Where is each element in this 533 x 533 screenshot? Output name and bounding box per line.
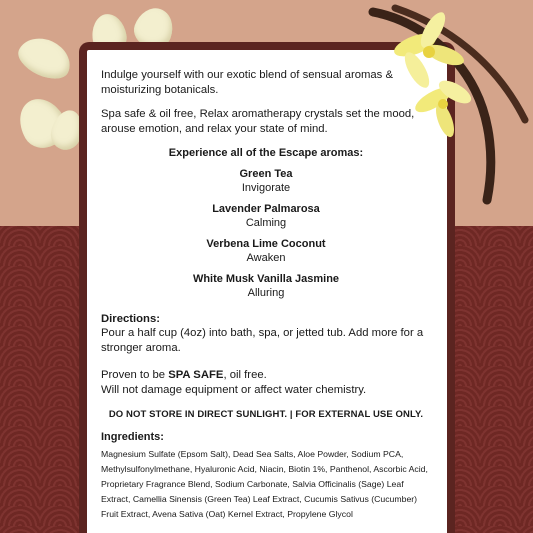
proven-line-2: Will not damage equipment or affect water chemistry. <box>101 384 367 396</box>
directions-text: Pour a half cup (4oz) into bath, spa, or jetted tub. Add more for a stronger aroma. <box>101 327 424 354</box>
aroma-name: White Musk Vanilla Jasmine <box>192 273 340 285</box>
aroma-effect: Awaken <box>246 252 286 264</box>
aromas-heading: Experience all of the Escape aromas: <box>168 147 364 159</box>
proven-prefix: Proven to be <box>101 369 169 381</box>
aroma-name: Lavender Palmarosa <box>212 203 320 215</box>
aroma-name: Verbena Lime Coconut <box>206 238 326 250</box>
intro-paragraph: Indulge yourself with our exotic blend of sensual aromas & moisturizing botanicals. <box>101 69 393 96</box>
directions-heading: Directions: <box>101 313 161 325</box>
aroma-effect: Invigorate <box>241 182 291 194</box>
ingredients-heading: Ingredients: <box>101 431 164 443</box>
aroma-effect: Alluring <box>247 287 285 299</box>
spa-safe-bold: SPA SAFE <box>168 369 224 381</box>
aroma-effect: Calming <box>245 217 287 229</box>
ingredients-list: Magnesium Sulfate (Epsom Salt), Dead Sea Salts, Aloe Powder, Sodium PCA, Methylsulfonylmethane, Hyaluronic Acid, Niacin, Biotin 1%, Panthenol, Ascorbic Acid, Proprietary Fragrance Blend, Sodium Carbonate, Salvia Officinalis (Sage) Leaf Extract, Camellia Sinensis (Green Tea) Leaf Extract, Cucumis Sativus (Cucumber) Fruit Extract, Avena Sativa (Oat) Kernel Extract, Propylene Glycol <box>101 449 428 519</box>
aroma-item <box>101 272 431 300</box>
vanilla-orchid-decoration <box>355 0 533 210</box>
aroma-name: Green Tea <box>239 168 293 180</box>
aroma-item <box>101 237 431 265</box>
intro-paragraph-2: Spa safe & oil free, Relax aromatherapy crystals set the mood, arouse emotion, and relax your state of mind. <box>101 108 415 135</box>
warning-text: DO NOT STORE IN DIRECT SUNLIGHT. | FOR EXTERNAL USE ONLY. <box>108 409 424 420</box>
proven-suffix: , oil free. <box>223 369 267 381</box>
spa-safe-note <box>101 368 431 398</box>
